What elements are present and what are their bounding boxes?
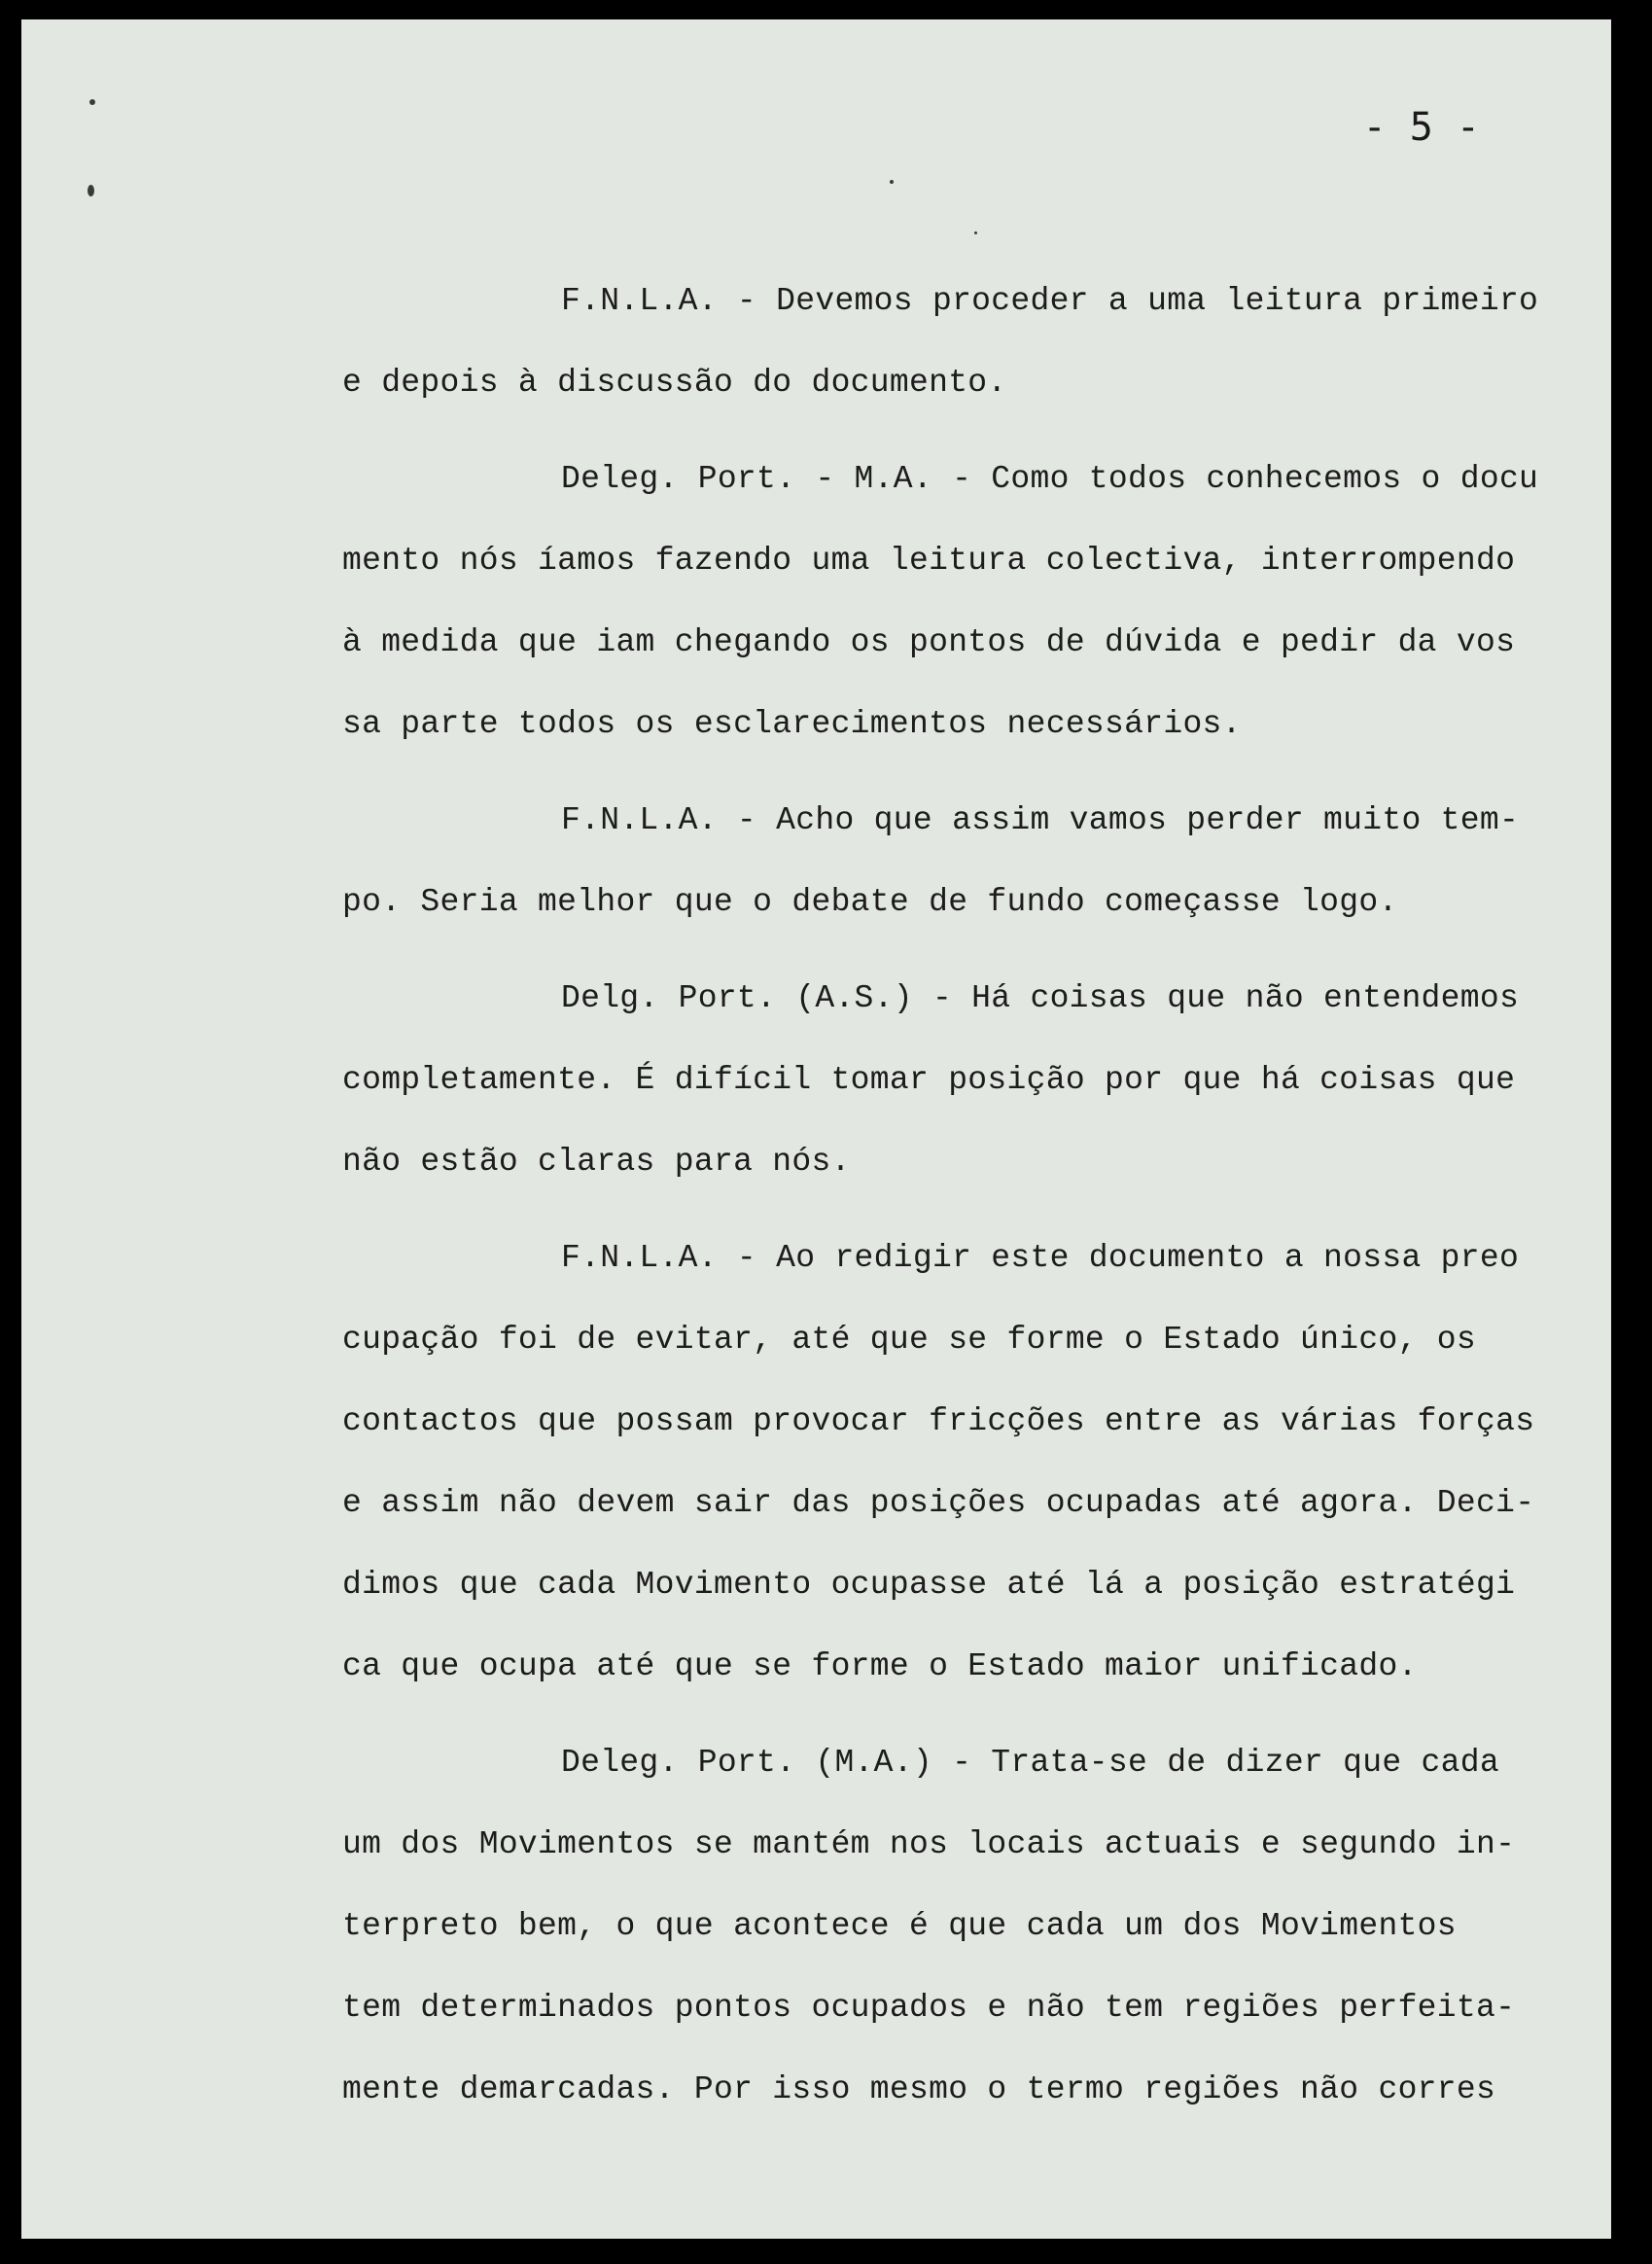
speck-mark xyxy=(974,231,977,234)
text-line: Delg. Port. (A.S.) - Há coisas que não entendemos xyxy=(561,980,1520,1016)
text-line: cupação foi de evitar, até que se forme o Estado único, os xyxy=(342,1322,1476,1358)
document-body xyxy=(342,261,1587,2131)
page-number: - 5 - xyxy=(1362,105,1480,150)
text-line: Deleg. Port. - M.A. - Como todos conhecemos o docu xyxy=(561,461,1539,497)
text-line: terpreto bem, o que acontece é que cada um dos Movimentos xyxy=(342,1908,1457,1944)
text-line: à medida que iam chegando os pontos de dúvida e pedir da vos xyxy=(342,624,1516,660)
text-line: e depois à discussão do documento. xyxy=(342,365,1007,401)
text-line: contactos que possam provocar fricções entre as várias forças xyxy=(342,1403,1535,1439)
text-line: não estão claras para nós. xyxy=(342,1144,851,1180)
paragraph xyxy=(342,261,1587,424)
text-line: mente demarcadas. Por isso mesmo o termo regiões não corres xyxy=(342,2071,1496,2107)
speck-mark xyxy=(88,185,94,196)
text-line: F.N.L.A. - Devemos proceder a uma leitura primeiro xyxy=(561,283,1539,319)
text-line: po. Seria melhor que o debate de fundo começasse logo. xyxy=(342,884,1398,920)
speck-mark xyxy=(89,99,95,105)
paragraph xyxy=(342,958,1587,1203)
paragraph xyxy=(342,1722,1587,2131)
paragraph xyxy=(342,1218,1587,1708)
paragraph xyxy=(342,780,1587,943)
text-line: um dos Movimentos se mantém nos locais actuais e segundo in- xyxy=(342,1826,1516,1862)
text-line: F.N.L.A. - Ao redigir este documento a nossa preo xyxy=(561,1240,1520,1276)
text-line: F.N.L.A. - Acho que assim vamos perder muito tem- xyxy=(561,802,1520,838)
document-page xyxy=(21,19,1611,2239)
text-line: Deleg. Port. (M.A.) - Trata-se de dizer que cada xyxy=(561,1745,1499,1781)
text-line: completamente. É difícil tomar posição por que há coisas que xyxy=(342,1062,1516,1098)
text-line: sa parte todos os esclarecimentos necessários. xyxy=(342,706,1242,742)
text-line: ca que ocupa até que se forme o Estado maior unificado. xyxy=(342,1648,1418,1684)
paragraph xyxy=(342,439,1587,765)
text-line: mento nós íamos fazendo uma leitura colectiva, interrompendo xyxy=(342,543,1516,579)
text-line: e assim não devem sair das posições ocupadas até agora. Deci- xyxy=(342,1485,1535,1521)
text-line: tem determinados pontos ocupados e não tem regiões perfeita- xyxy=(342,1990,1516,2026)
speck-mark xyxy=(890,180,894,184)
text-line: dimos que cada Movimento ocupasse até lá a posição estratégi xyxy=(342,1567,1516,1603)
